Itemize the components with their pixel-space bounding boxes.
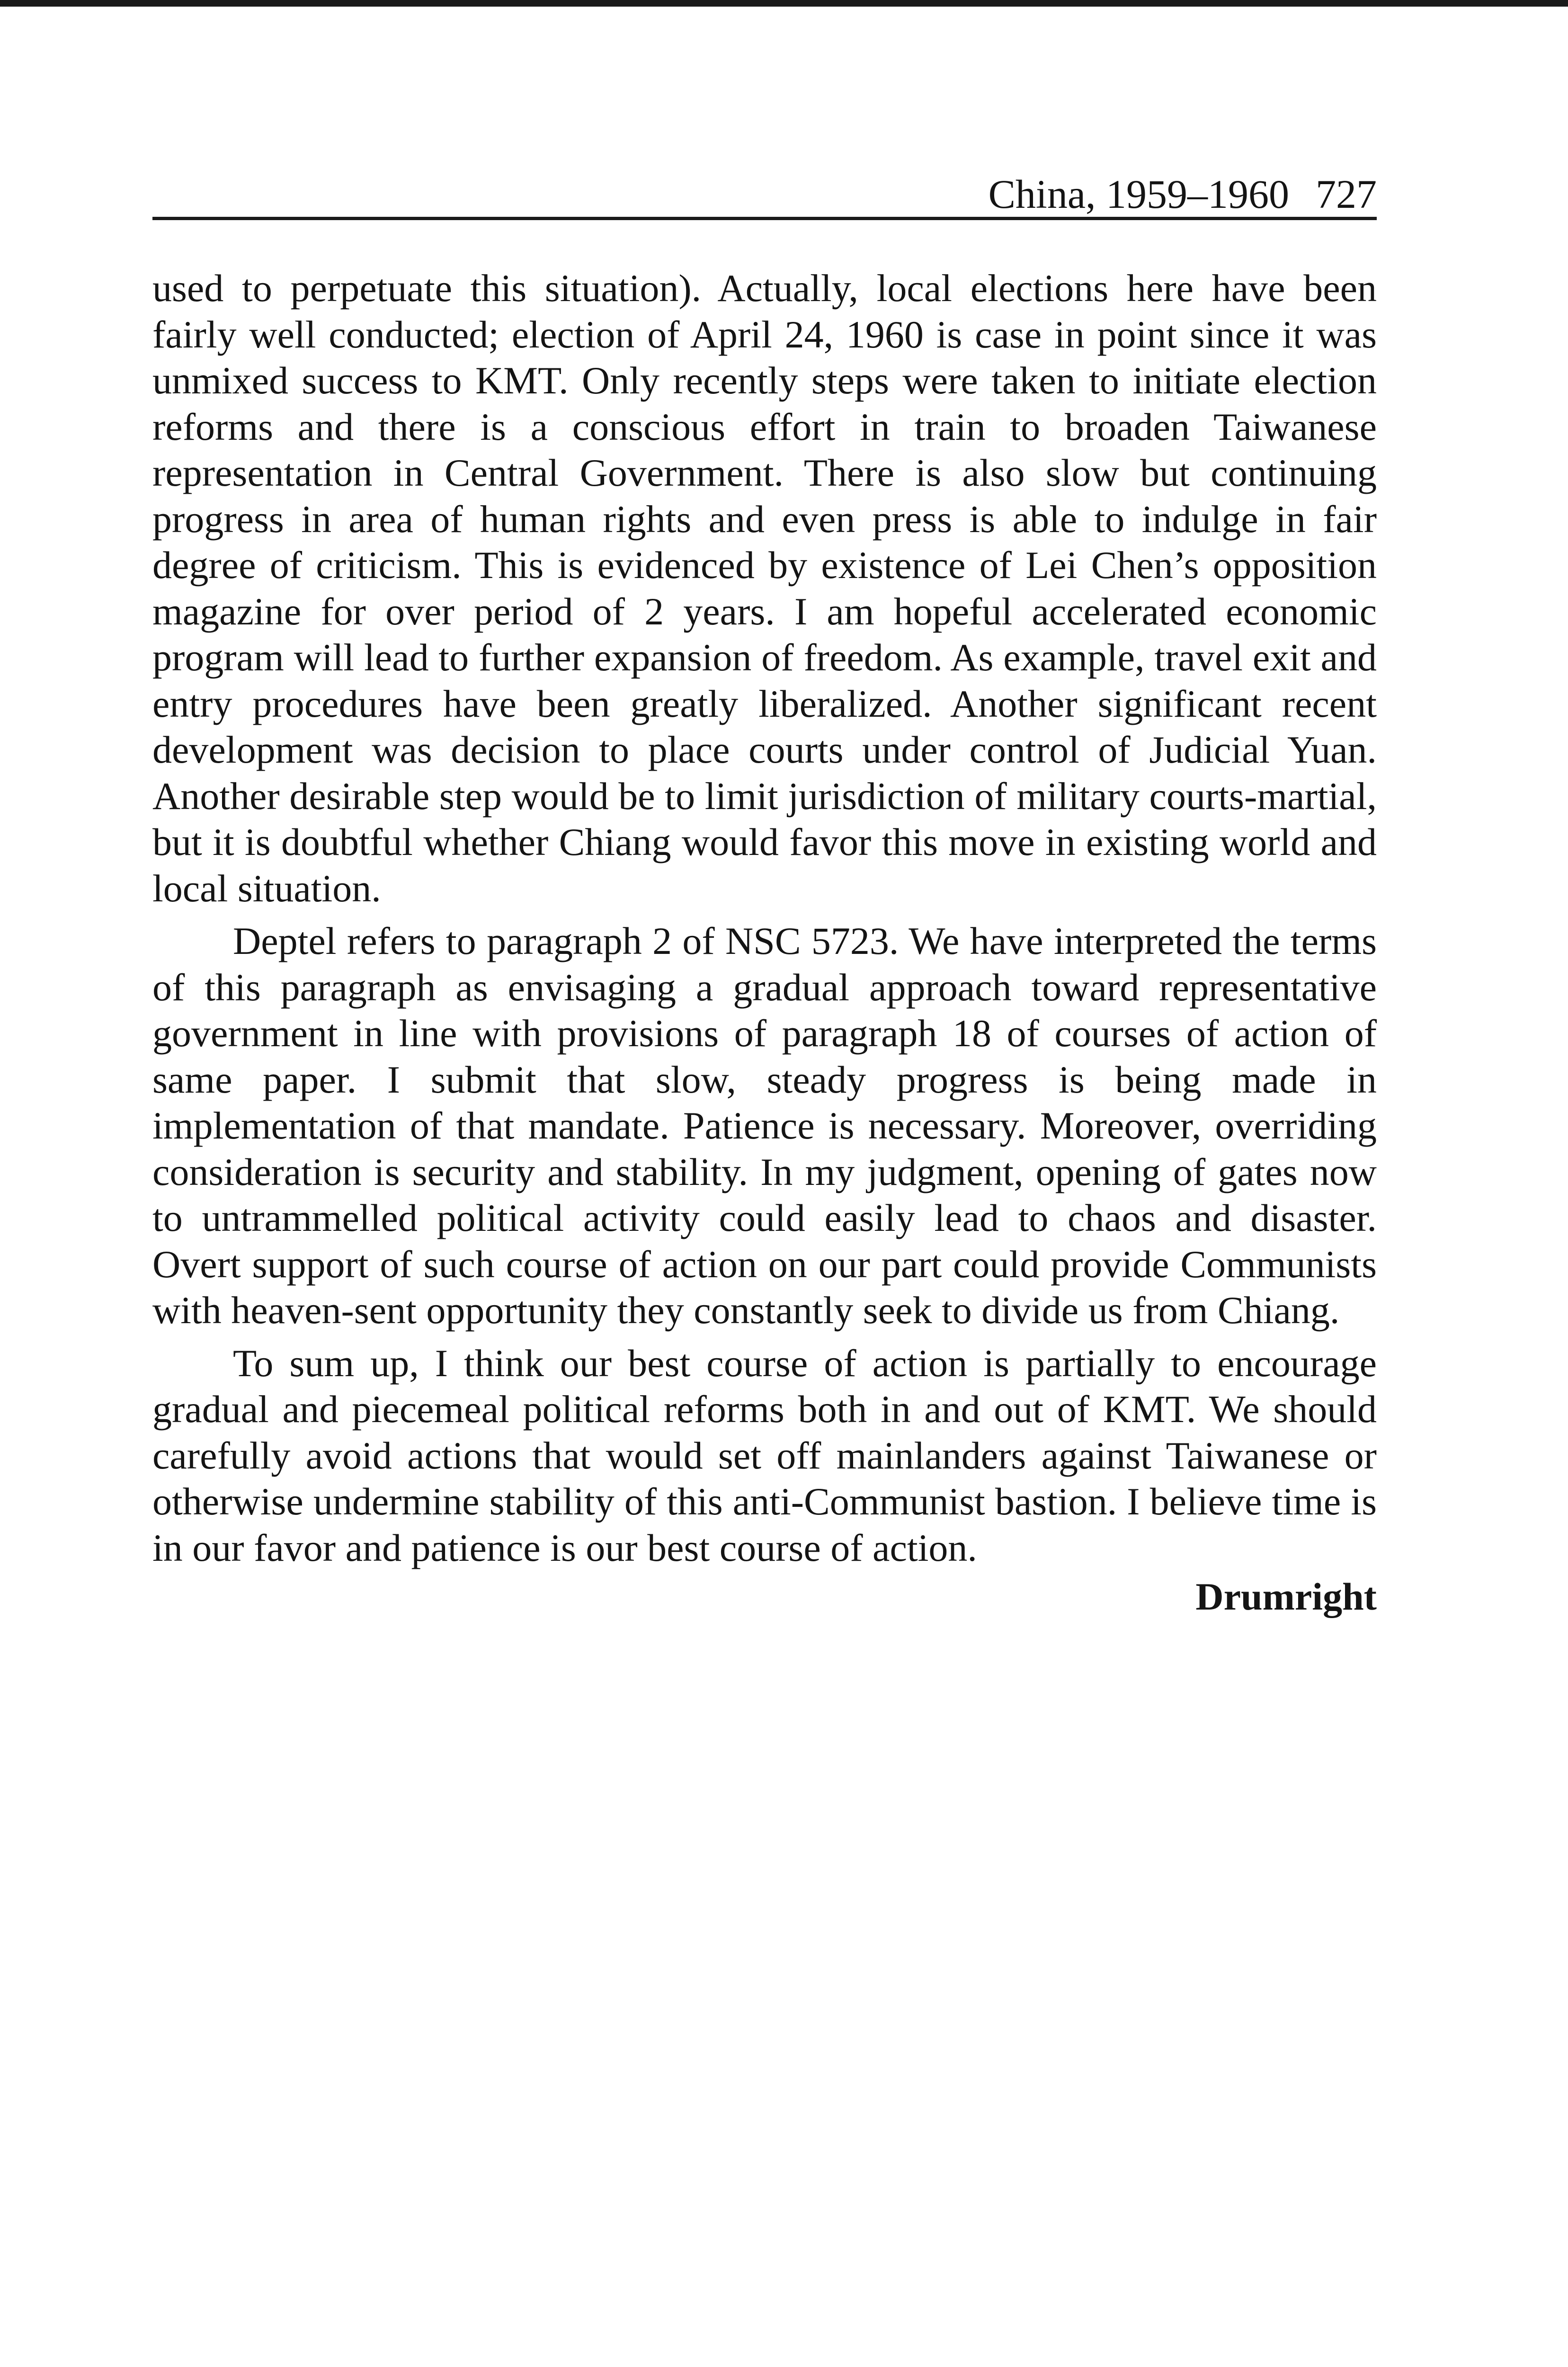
paragraph-2: Deptel refers to paragraph 2 of NSC 5723. We have interpreted the terms of this paragraph as envisaging a gradual approach toward representative government in line with provisions of paragraph 18 of courses of action of same paper. I submit that slow, steady progress is being made in implementation of that mandate. Patience is necessary. Moreover, overriding consideration is security and stability. In my judgment, opening of gates now to untrammelled political activity could easily lead to chaos and disaster. Overt support of such course of action on our part could provide Communists with heaven-sent opportunity they constantly seek to divide us from Chiang. xyxy=(152,919,1377,1332)
page-top-edge xyxy=(0,0,1568,7)
signature: Drumright xyxy=(1195,1575,1377,1618)
page-body xyxy=(152,265,1377,1620)
paragraph-3: To sum up, I think our best course of action is partially to encourage gradual and piecemeal political reforms both in and out of KMT. We should carefully avoid actions that would set off mainlanders against Taiwanese or otherwise undermine stability of this anti-Communist bastion. I believe time is in our favor and patience is our best course of action. xyxy=(152,1341,1377,1569)
page-number: 727 xyxy=(1316,171,1377,217)
paragraph-1: used to perpetuate this situation). Actually, local elections here have been fairly well conducted; election of April 24, 1960 is case in point since it was unmixed success to KMT. Only recently steps were taken to initiate election reforms and there is a conscious effort in train to broaden Taiwanese representation in Central Government. There is also slow but continuing progress in area of human rights and even press is able to indulge in fair degree of criticism. This is evidenced by existence of Lei Chen’s opposition magazine for over period of 2 years. I am hopeful accelerated economic program will lead to further expansion of freedom. As example, travel exit and entry procedures have been greatly liberalized. Another significant recent development was decision to place courts under control of Judicial Yuan. Another desirable step would be to limit jurisdiction of military courts-martial, but it is doubtful whether Chiang would favor this move in existing world and local situation. xyxy=(152,267,1377,910)
running-title: China, 1959–1960 xyxy=(988,171,1289,217)
running-header xyxy=(152,168,1377,220)
